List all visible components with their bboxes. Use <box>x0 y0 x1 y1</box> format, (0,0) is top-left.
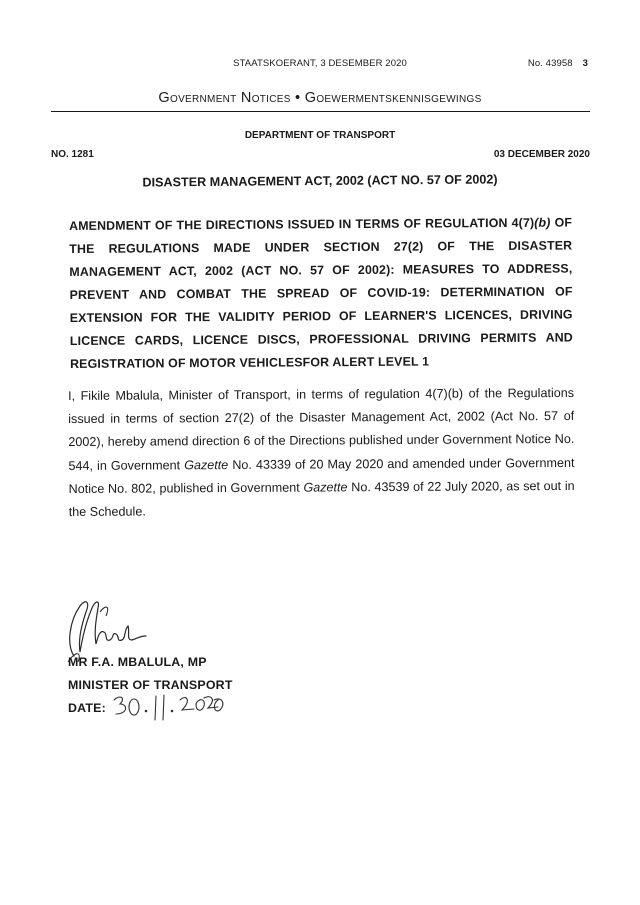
amendment-heading <box>69 211 573 376</box>
department-name: DEPARTMENT OF TRANSPORT <box>244 130 396 141</box>
amendment-text-2: OF THE REGULATIONS MADE UNDER SECTION 27(2) OF THE DISASTER MANAGEMENT ACT, 2002 (ACT NO. 57 OF 2002): MEASURES TO ADDRESS, PREVENT AND COMBAT THE SPREAD OF COVID-19: DETERMINATION OF EXTENSION FOR THE VALIDITY PERIOD OF LEARNER'S LICENCES, DRIVING LICENCE CARDS, LICENCE DISCS, PROFESSIONAL DRIVING PERMITS AND REGISTRATION OF MOTOR VEHICLESFOR ALERT LEVEL 1 <box>69 215 573 371</box>
body-text-3: No. 43539 of 22 July 2020, as set out in the Schedule. <box>68 478 575 520</box>
gazette-header: STAATSKOERANT, 3 DESEMBER 2020 <box>233 58 407 69</box>
body-paragraph <box>68 382 575 524</box>
issue-no-text: No. 43958 <box>527 58 573 69</box>
body-text-2: No. 43339 of 20 May 2020 and amended under Government Notice No. 802, published in Government <box>68 455 575 496</box>
page-number: 3 <box>582 58 588 69</box>
notice-date: 03 DECEMBER 2020 <box>493 149 590 160</box>
amendment-italic: (b) <box>534 215 551 230</box>
gazette-italic-1: Gazette <box>184 457 229 472</box>
gazette-italic-2: Gazette <box>303 480 348 495</box>
signatory-title: MINISTER OF TRANSPORT <box>68 678 233 692</box>
act-title: DISASTER MANAGEMENT ACT, 2002 (ACT NO. 57 OF 2002) <box>142 172 498 190</box>
notice-number: NO. 1281 <box>51 149 94 160</box>
signatory-name: MR F.A. MBALULA, MP <box>68 655 207 669</box>
notices-title: Government Notices • Goewermentskennisgewings <box>158 90 482 106</box>
title-divider <box>51 111 590 112</box>
issue-number <box>528 58 588 69</box>
amendment-text-1: AMENDMENT OF THE DIRECTIONS ISSUED IN TERMS OF REGULATION 4(7) <box>69 215 535 233</box>
handwritten-date <box>108 690 228 724</box>
body-text-1: I, Fikile Mbalula, Minister of Transport, in terms of regulation 4(7)(b) of the Regulations issued in terms of section 27(2) of the Disaster Management Act, 2002 (Act No. 57 of 2002), hereby amend direction 6 of the Directions published under Government Notice No. 544, in Government <box>68 385 575 473</box>
date-label: DATE: <box>68 701 106 715</box>
signature <box>60 592 170 664</box>
